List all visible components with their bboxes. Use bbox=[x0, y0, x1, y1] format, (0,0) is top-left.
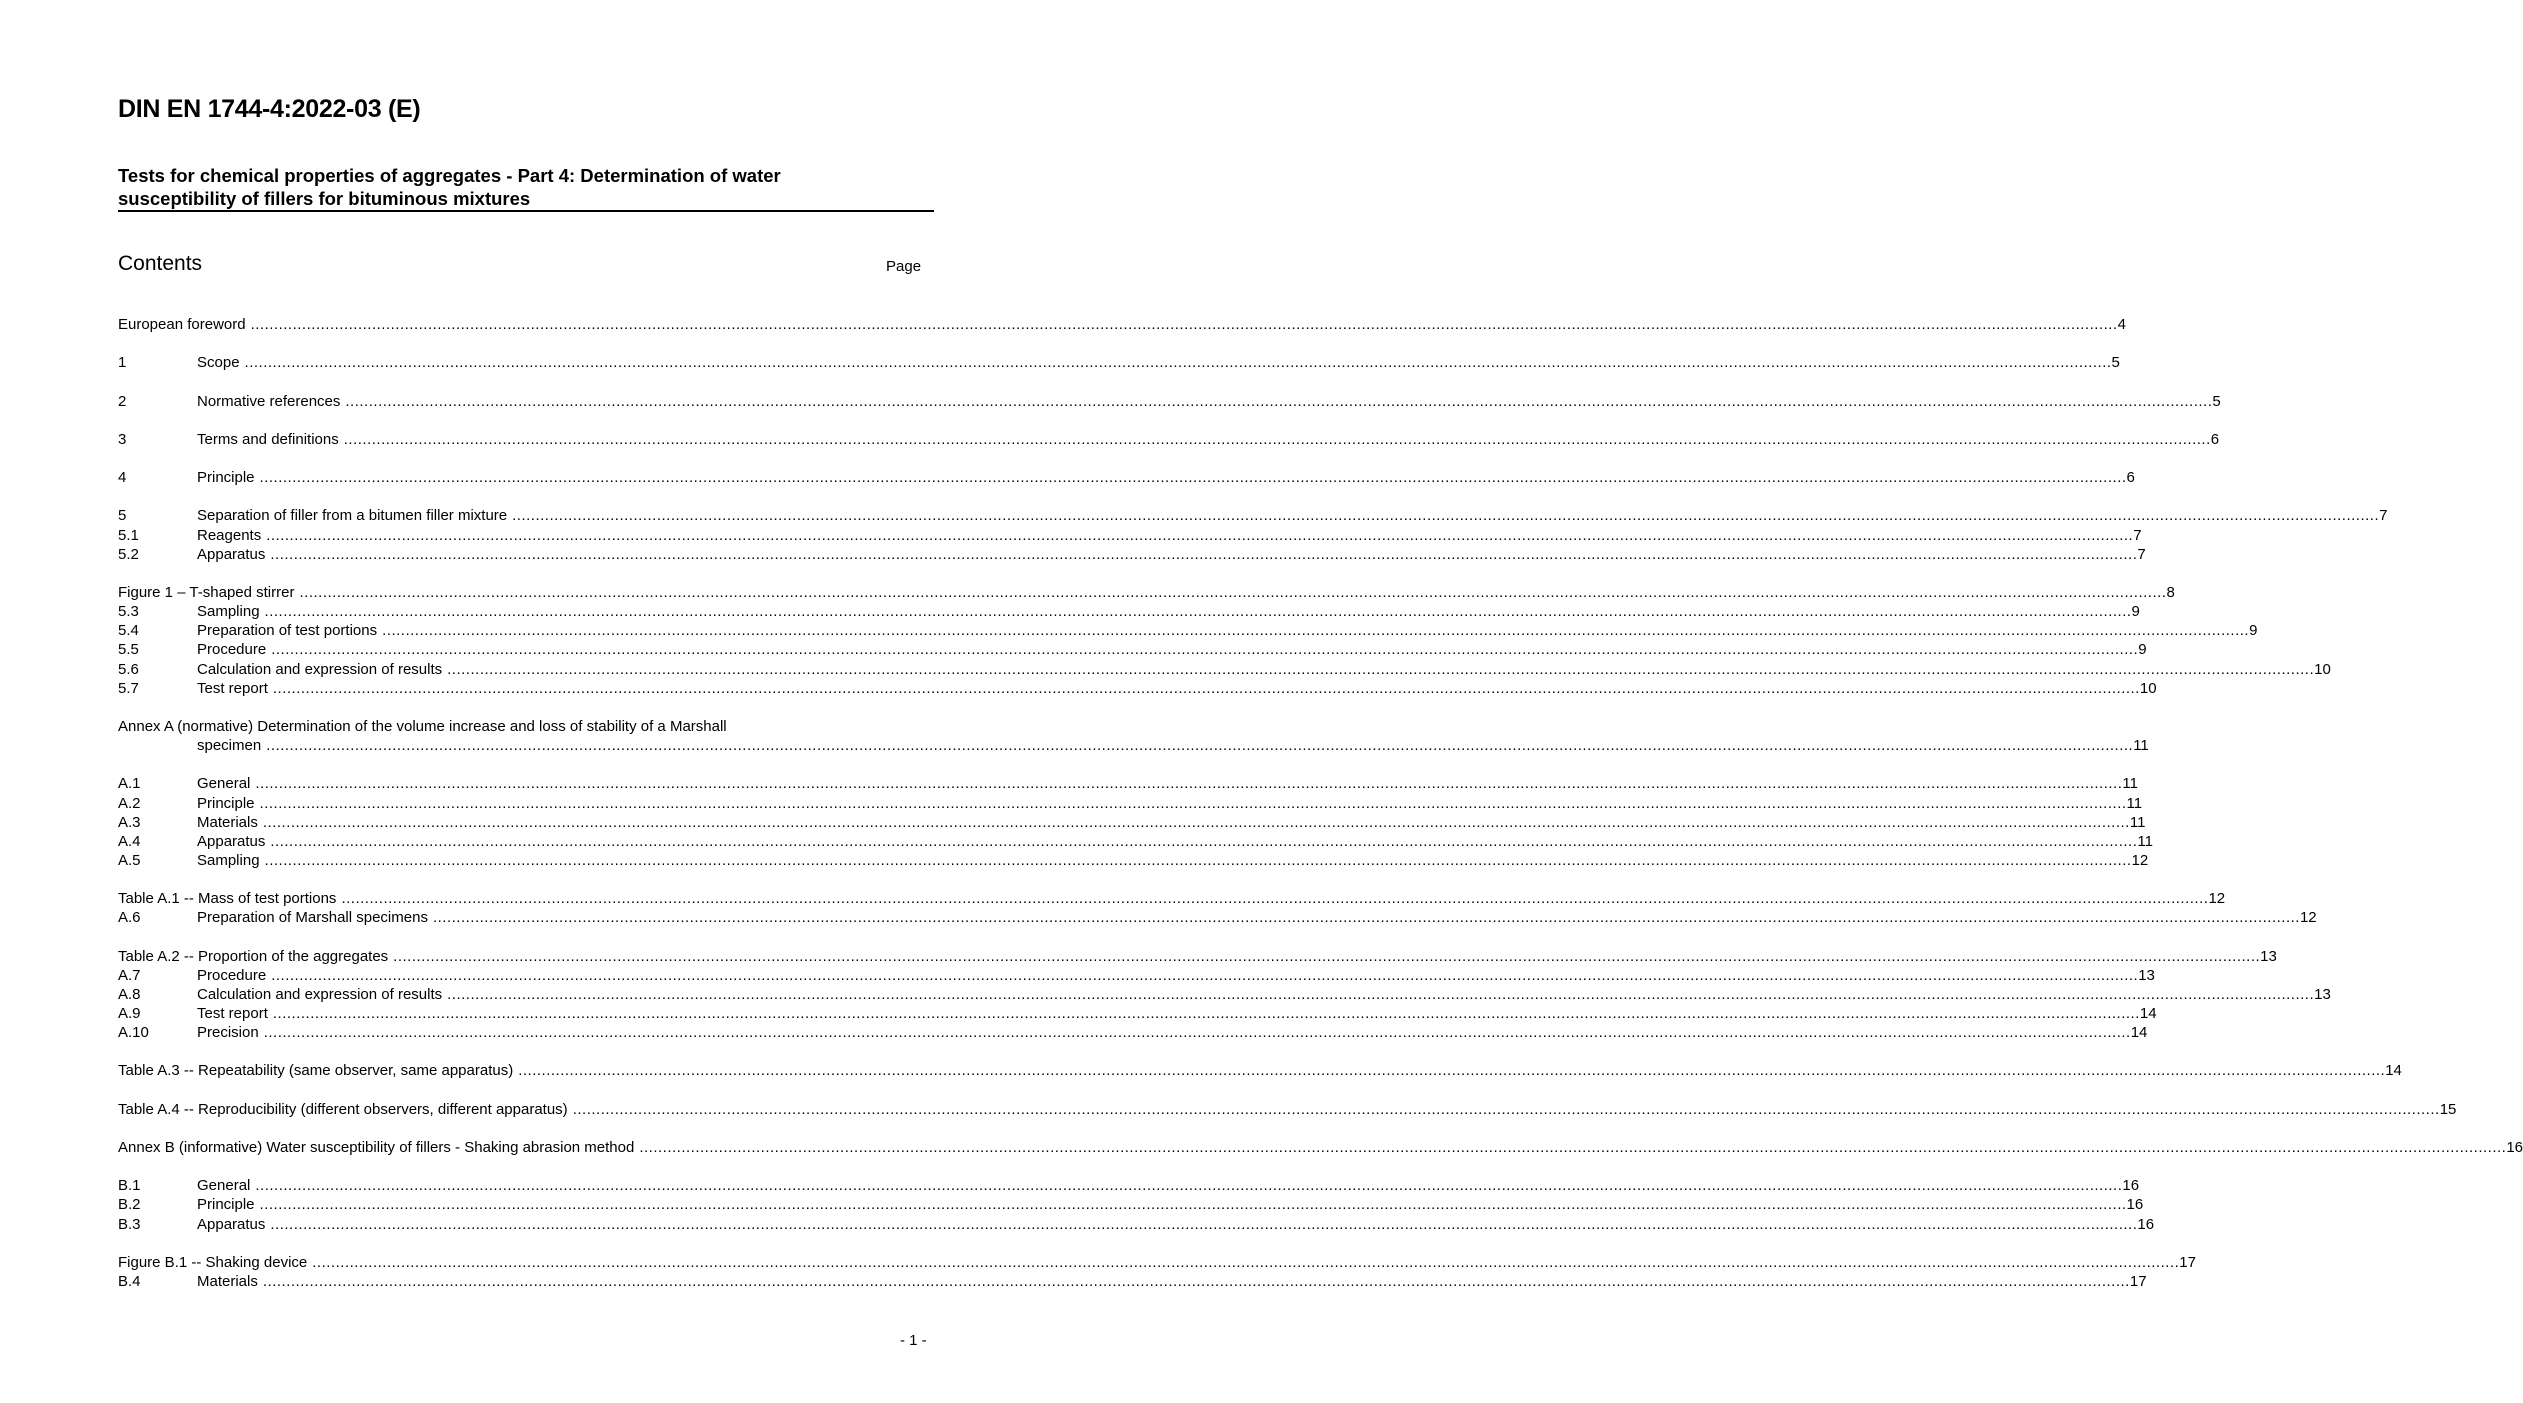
document-title-line-1: Tests for chemical properties of aggregates - Part 4: Determination of water bbox=[118, 165, 781, 186]
toc-entry[interactable] bbox=[118, 526, 2142, 545]
toc-number: B.1 bbox=[118, 1177, 141, 1195]
toc-title: Calculation and expression of results bbox=[197, 985, 443, 1003]
toc-entry[interactable] bbox=[118, 813, 2146, 832]
toc-page-number: 16 bbox=[2122, 1177, 2140, 1195]
toc-number: 5.7 bbox=[118, 679, 139, 697]
toc-title: Normative references bbox=[197, 392, 341, 410]
toc-page-number: 12 bbox=[2208, 890, 2226, 908]
toc-number: 5 bbox=[118, 507, 127, 525]
toc-entry[interactable] bbox=[118, 1176, 2140, 1195]
toc-dot-leader: ................................................................................................................................................................................................................................................................................................................................................................................................................ bbox=[263, 1024, 2131, 1042]
toc-dot-leader: ................................................................................................................................................................................................................................................................................................................................................................................................................ bbox=[272, 1005, 2140, 1023]
toc-page-number: 8 bbox=[2166, 583, 2175, 601]
toc-entry[interactable] bbox=[118, 545, 2146, 564]
toc-entry[interactable] bbox=[118, 889, 2226, 908]
toc-title: Calculation and expression of results bbox=[197, 660, 443, 678]
toc-dot-leader: ................................................................................................................................................................................................................................................................................................................................................................................................................ bbox=[270, 832, 2138, 850]
document-id: DIN EN 1744-4:2022-03 (E) bbox=[118, 95, 421, 123]
toc-number: A.8 bbox=[118, 985, 141, 1003]
toc-page-number: 16 bbox=[2137, 1215, 2155, 1233]
document-title-line-2: susceptibility of fillers for bituminous mixtures bbox=[118, 188, 531, 209]
toc-dot-leader: ................................................................................................................................................................................................................................................................................................................................................................................................................ bbox=[447, 660, 2315, 678]
toc-dot-leader: ................................................................................................................................................................................................................................................................................................................................................................................................................ bbox=[270, 1215, 2138, 1233]
toc-entry[interactable] bbox=[118, 947, 2277, 966]
toc-number: B.3 bbox=[118, 1215, 141, 1233]
toc-number: A.3 bbox=[118, 813, 141, 831]
toc-entry[interactable] bbox=[118, 774, 2138, 793]
toc-entry[interactable] bbox=[118, 736, 2149, 755]
toc-dot-leader: ................................................................................................................................................................................................................................................................................................................................................................................................................ bbox=[266, 526, 2134, 544]
toc-title: Test report bbox=[197, 679, 268, 697]
toc-number: 5.1 bbox=[118, 526, 139, 544]
toc-page-number: 6 bbox=[2126, 469, 2135, 487]
toc-title: Materials bbox=[197, 1273, 258, 1291]
toc-page-number: 10 bbox=[2139, 679, 2157, 697]
toc-title: Sampling bbox=[197, 851, 260, 869]
toc-page-number: 9 bbox=[2249, 622, 2258, 640]
toc-entry[interactable] bbox=[118, 1195, 2144, 1214]
toc-entry[interactable] bbox=[118, 392, 2221, 411]
toc-dot-leader: ................................................................................................................................................................................................................................................................................................................................................................................................................ bbox=[270, 545, 2138, 563]
toc-dot-leader: ................................................................................................................................................................................................................................................................................................................................................................................................................ bbox=[299, 583, 2167, 601]
toc-page-number: 11 bbox=[2122, 775, 2138, 793]
toc-page-number: 5 bbox=[2111, 354, 2120, 372]
title-divider bbox=[118, 210, 934, 212]
toc-dot-leader: ................................................................................................................................................................................................................................................................................................................................................................................................................ bbox=[341, 890, 2209, 908]
toc-dot-leader: ................................................................................................................................................................................................................................................................................................................................................................................................................ bbox=[259, 469, 2127, 487]
toc-number: 5.5 bbox=[118, 641, 139, 659]
toc-number: 5.6 bbox=[118, 660, 139, 678]
toc-dot-leader: ................................................................................................................................................................................................................................................................................................................................................................................................................ bbox=[512, 507, 2380, 525]
toc-page-number: 15 bbox=[2439, 1100, 2457, 1118]
toc-number: B.4 bbox=[118, 1273, 141, 1291]
toc-dot-leader: ................................................................................................................................................................................................................................................................................................................................................................................................................ bbox=[266, 737, 2134, 755]
toc-dot-leader: ................................................................................................................................................................................................................................................................................................................................................................................................................ bbox=[259, 1196, 2127, 1214]
toc-spacer bbox=[118, 1157, 921, 1176]
contents-heading: Contents bbox=[118, 252, 203, 275]
toc-spacer bbox=[118, 1042, 921, 1061]
toc-entry[interactable] bbox=[118, 1023, 2148, 1042]
toc-dot-leader: ................................................................................................................................................................................................................................................................................................................................................................................................................ bbox=[264, 603, 2132, 621]
toc-page-number: 11 bbox=[2137, 832, 2153, 850]
toc-spacer bbox=[118, 755, 921, 774]
toc-entry[interactable] bbox=[118, 966, 2155, 985]
toc-page-number: 14 bbox=[2139, 1005, 2157, 1023]
toc-title: European foreword bbox=[118, 316, 246, 333]
toc-title: Table A.4 -- Reproducibility (different observers, different apparatus) bbox=[118, 1100, 568, 1118]
toc-title: specimen bbox=[197, 737, 262, 755]
toc-entry[interactable] bbox=[118, 1004, 2157, 1023]
toc-spacer bbox=[118, 334, 921, 353]
toc-entry[interactable] bbox=[118, 908, 2317, 927]
toc-page-number: 14 bbox=[2130, 1024, 2148, 1042]
toc-title: Reagents bbox=[197, 526, 262, 544]
toc-page-number: 7 bbox=[2137, 545, 2146, 563]
toc-page-number: 11 bbox=[2129, 813, 2146, 831]
toc-entry[interactable] bbox=[118, 1100, 2457, 1119]
toc-dot-leader: ................................................................................................................................................................................................................................................................................................................................................................................................................ bbox=[639, 1139, 2507, 1157]
toc-entry[interactable] bbox=[118, 640, 2147, 659]
toc-dot-leader: ................................................................................................................................................................................................................................................................................................................................................................................................................ bbox=[244, 354, 2112, 372]
toc-spacer bbox=[118, 372, 921, 391]
toc-title: Table A.1 -- Mass of test portions bbox=[118, 890, 337, 908]
toc-page-number: 7 bbox=[2379, 507, 2388, 525]
toc-entry[interactable] bbox=[118, 1215, 2155, 1234]
toc-entry[interactable] bbox=[118, 717, 921, 736]
toc-title: Figure B.1 -- Shaking device bbox=[118, 1253, 308, 1271]
toc-page-number: 12 bbox=[2299, 909, 2317, 927]
toc-page-number: 5 bbox=[2212, 392, 2221, 410]
toc-title: Apparatus bbox=[197, 832, 266, 850]
toc-dot-leader: ................................................................................................................................................................................................................................................................................................................................................................................................................ bbox=[259, 794, 2127, 812]
toc-title: Procedure bbox=[197, 966, 267, 984]
toc-title: Principle bbox=[197, 1196, 255, 1214]
toc-number: B.2 bbox=[118, 1196, 141, 1214]
toc-spacer bbox=[118, 487, 921, 506]
toc-entry[interactable] bbox=[118, 985, 2331, 1004]
toc-entry[interactable] bbox=[118, 1253, 2196, 1272]
toc-dot-leader: ................................................................................................................................................................................................................................................................................................................................................................................................................ bbox=[345, 392, 2213, 410]
page-column-heading: Page bbox=[886, 258, 922, 275]
toc-page-number: 13 bbox=[2314, 985, 2331, 1003]
toc-spacer bbox=[118, 698, 921, 717]
toc-title: Precision bbox=[197, 1024, 259, 1042]
toc-dot-leader: ................................................................................................................................................................................................................................................................................................................................................................................................................ bbox=[447, 985, 2315, 1003]
toc-dot-leader: ................................................................................................................................................................................................................................................................................................................................................................................................................ bbox=[255, 775, 2123, 793]
toc-entry[interactable] bbox=[118, 506, 2388, 525]
toc-page-number: 12 bbox=[2131, 851, 2149, 869]
toc-number: A.1 bbox=[118, 775, 141, 793]
toc-title: Principle bbox=[197, 794, 255, 812]
toc-dot-leader: ................................................................................................................................................................................................................................................................................................................................................................................................................ bbox=[271, 966, 2139, 984]
toc-page-number: 14 bbox=[2385, 1062, 2402, 1080]
toc-entry[interactable] bbox=[118, 621, 2258, 640]
toc-title: Figure 1 – T-shaped stirrer bbox=[118, 583, 295, 601]
toc-title: Table A.2 -- Proportion of the aggregates bbox=[118, 947, 389, 965]
toc-page-number: 13 bbox=[2260, 947, 2277, 965]
toc-dot-leader: ................................................................................................................................................................................................................................................................................................................................................................................................................ bbox=[343, 430, 2211, 448]
toc-dot-leader: ................................................................................................................................................................................................................................................................................................................................................................................................................ bbox=[272, 679, 2140, 697]
toc-title: Table A.3 -- Repeatability (same observer, same apparatus) bbox=[118, 1062, 514, 1080]
toc-entry[interactable] bbox=[118, 794, 2143, 813]
toc-number: A.9 bbox=[118, 1005, 141, 1023]
toc-dot-leader: ................................................................................................................................................................................................................................................................................................................................................................................................................ bbox=[262, 1273, 2130, 1291]
toc-page-number: 9 bbox=[2138, 641, 2147, 659]
toc-number: 5.2 bbox=[118, 545, 139, 563]
toc-number: 5.4 bbox=[118, 622, 139, 640]
toc-page-number: 17 bbox=[2179, 1253, 2196, 1271]
toc-number: A.2 bbox=[118, 794, 141, 812]
toc-dot-leader: ................................................................................................................................................................................................................................................................................................................................................................................................................ bbox=[264, 851, 2132, 869]
toc-number: 5.3 bbox=[118, 603, 139, 621]
toc-title: Terms and definitions bbox=[197, 430, 339, 448]
toc-spacer bbox=[118, 928, 921, 947]
toc-entry[interactable] bbox=[118, 1272, 2147, 1291]
toc-page-number: 6 bbox=[2210, 430, 2220, 448]
toc-page-number: 10 bbox=[2314, 660, 2331, 678]
toc-dot-leader: ................................................................................................................................................................................................................................................................................................................................................................................................................ bbox=[250, 316, 2118, 333]
toc-dot-leader: ................................................................................................................................................................................................................................................................................................................................................................................................................ bbox=[393, 947, 2261, 965]
toc-number: A.5 bbox=[118, 851, 141, 869]
toc-entry[interactable] bbox=[118, 583, 2175, 602]
toc-title: General bbox=[197, 1177, 251, 1195]
toc-entry[interactable] bbox=[118, 1061, 2402, 1080]
page-number: - 1 - bbox=[900, 1332, 927, 1349]
toc-title: Apparatus bbox=[197, 545, 266, 563]
toc-title: Sampling bbox=[197, 603, 260, 621]
toc-title: Apparatus bbox=[197, 1215, 266, 1233]
toc-spacer bbox=[118, 1234, 921, 1253]
toc-number: 2 bbox=[118, 392, 127, 410]
table-of-contents bbox=[118, 315, 2523, 1291]
toc-page-number: 4 bbox=[2117, 316, 2126, 333]
toc-title: Scope bbox=[197, 354, 240, 372]
toc-page-number: 13 bbox=[2138, 966, 2155, 984]
toc-number: 4 bbox=[118, 469, 127, 487]
toc-entry[interactable] bbox=[118, 315, 2126, 334]
toc-entry[interactable] bbox=[118, 353, 2120, 372]
toc-dot-leader: ................................................................................................................................................................................................................................................................................................................................................................................................................ bbox=[271, 641, 2139, 659]
toc-dot-leader: ................................................................................................................................................................................................................................................................................................................................................................................................................ bbox=[262, 813, 2130, 831]
toc-entry[interactable] bbox=[118, 468, 2135, 487]
toc-title: Materials bbox=[197, 813, 258, 831]
toc-number: 1 bbox=[118, 354, 127, 372]
toc-page-number: 9 bbox=[2131, 603, 2140, 621]
toc-dot-leader: ................................................................................................................................................................................................................................................................................................................................................................................................................ bbox=[432, 909, 2300, 927]
toc-title: Separation of filler from a bitumen filler mixture bbox=[197, 507, 508, 525]
toc-dot-leader: ................................................................................................................................................................................................................................................................................................................................................................................................................ bbox=[312, 1253, 2180, 1271]
toc-title: Preparation of Marshall specimens bbox=[197, 909, 428, 927]
toc-dot-leader: ................................................................................................................................................................................................................................................................................................................................................................................................................ bbox=[518, 1062, 2386, 1080]
toc-entry[interactable] bbox=[118, 660, 2331, 679]
toc-entry[interactable] bbox=[118, 1138, 2523, 1157]
toc-title: Test report bbox=[197, 1005, 268, 1023]
toc-page-number: 16 bbox=[2506, 1139, 2523, 1157]
toc-page-number: 11 bbox=[2133, 737, 2149, 755]
toc-spacer bbox=[118, 564, 921, 583]
toc-page-number: 17 bbox=[2129, 1273, 2147, 1291]
toc-entry[interactable] bbox=[118, 602, 2140, 621]
toc-spacer bbox=[118, 870, 921, 889]
toc-title: Annex A (normative) Determination of the volume increase and loss of stability of a Marshall bbox=[118, 717, 727, 735]
toc-number: A.4 bbox=[118, 832, 141, 850]
toc-spacer bbox=[118, 1081, 921, 1100]
toc-entry[interactable] bbox=[118, 430, 2220, 449]
toc-spacer bbox=[118, 1119, 921, 1138]
toc-spacer bbox=[118, 449, 921, 468]
toc-spacer bbox=[118, 411, 921, 430]
toc-title: Preparation of test portions bbox=[197, 622, 378, 640]
toc-entry[interactable] bbox=[118, 679, 2157, 698]
toc-number: A.10 bbox=[118, 1024, 149, 1042]
toc-title: Procedure bbox=[197, 641, 267, 659]
toc-title: General bbox=[197, 775, 251, 793]
toc-dot-leader: ................................................................................................................................................................................................................................................................................................................................................................................................................ bbox=[572, 1100, 2440, 1118]
toc-page-number: 11 bbox=[2126, 794, 2143, 812]
toc-page-number: 16 bbox=[2126, 1196, 2144, 1214]
document-title bbox=[118, 164, 918, 210]
toc-dot-leader: ................................................................................................................................................................................................................................................................................................................................................................................................................ bbox=[255, 1177, 2123, 1195]
toc-dot-leader: ................................................................................................................................................................................................................................................................................................................................................................................................................ bbox=[382, 622, 2250, 640]
toc-number: 3 bbox=[118, 430, 127, 448]
toc-page-number: 7 bbox=[2133, 526, 2142, 544]
toc-title: Principle bbox=[197, 469, 255, 487]
toc-number: A.7 bbox=[118, 966, 141, 984]
toc-number: A.6 bbox=[118, 909, 141, 927]
toc-entry[interactable] bbox=[118, 851, 2149, 870]
toc-entry[interactable] bbox=[118, 832, 2153, 851]
toc-title: Annex B (informative) Water susceptibility of fillers - Shaking abrasion method bbox=[118, 1139, 635, 1157]
